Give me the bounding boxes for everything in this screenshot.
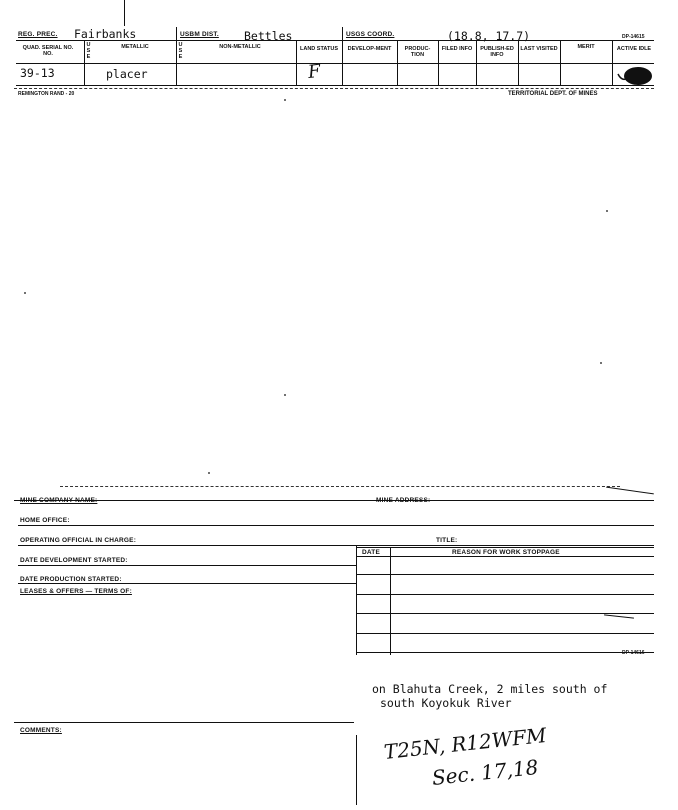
date-development-label: DATE DEVELOPMENT STARTED:: [20, 557, 128, 564]
col-filed-info: FILED INFO: [441, 46, 473, 52]
cell-metallic: placer: [106, 67, 148, 81]
location-line-2: south Koyokuk River: [380, 696, 512, 710]
mine-company-name-label: MINE COMPANY NAME:: [20, 497, 98, 504]
col-quad-serial: QUAD. SERIAL NO. NO.: [22, 45, 74, 57]
active-idle-blot: [616, 64, 656, 86]
usgs-coord-label: USGS COORD.: [346, 31, 395, 38]
col-land-status: LAND STATUS: [300, 46, 338, 52]
scan-speck: [24, 292, 26, 294]
reg-prec-label: REG. PREC.: [18, 31, 58, 38]
comments-label: COMMENTS:: [20, 727, 62, 734]
home-office-label: HOME OFFICE:: [20, 517, 70, 524]
usbm-dist-label: USBM DIST.: [180, 31, 219, 38]
col-use-1: U S E: [86, 42, 91, 60]
col-published-info: PUBLISH-ED INFO: [480, 46, 514, 58]
handwritten-section: Sec. 17,18: [430, 754, 540, 790]
location-line-1: on Blahuta Creek, 2 miles south of: [372, 682, 608, 696]
scan-speck: [600, 362, 602, 364]
bottom-form-number: DP-14616: [622, 650, 645, 656]
scan-speck: [606, 210, 608, 212]
cell-land-status-mark: F: [306, 60, 322, 83]
title-label: TITLE:: [436, 537, 458, 544]
col-last-visited: LAST VISITED: [520, 46, 558, 52]
top-form-number: DP-14615: [622, 34, 645, 40]
usgs-coord-value: (18.8, 17.7): [447, 29, 531, 43]
col-non-metallic: NON-METALLIC: [219, 44, 261, 50]
scan-speck: [208, 472, 210, 474]
col-use-2: U S E: [178, 42, 183, 60]
mine-address-label: MINE ADDRESS:: [376, 497, 431, 504]
top-footer-left: REMINGTON RAND - 20: [18, 91, 75, 97]
scan-speck: [284, 99, 286, 101]
leases-offers-label: LEASES & OFFERS — TERMS OF:: [20, 588, 132, 595]
handwritten-township: T25N, R12WFM: [382, 723, 548, 764]
scan-speck: [284, 394, 286, 396]
col-merit: MERIT: [577, 44, 595, 50]
col-development: DEVELOP-MENT: [347, 46, 392, 52]
operating-official-label: OPERATING OFFICIAL IN CHARGE:: [20, 537, 137, 544]
col-active-idle: ACTIVE IDLE: [616, 46, 652, 52]
date-production-label: DATE PRODUCTION STARTED:: [20, 576, 122, 583]
cell-quad-serial: 39-13: [20, 66, 55, 80]
top-tick: [124, 0, 125, 26]
col-production: PRODUC-TION: [404, 46, 431, 58]
stoppage-reason-header: REASON FOR WORK STOPPAGE: [452, 549, 560, 556]
col-metallic: METALLIC: [121, 44, 149, 50]
usbm-dist-value: Bettles: [244, 29, 293, 43]
stoppage-date-header: DATE: [362, 549, 381, 556]
top-footer-right: TERRITORIAL DEPT. OF MINES: [508, 91, 598, 97]
reg-prec-value: Fairbanks: [74, 27, 137, 41]
